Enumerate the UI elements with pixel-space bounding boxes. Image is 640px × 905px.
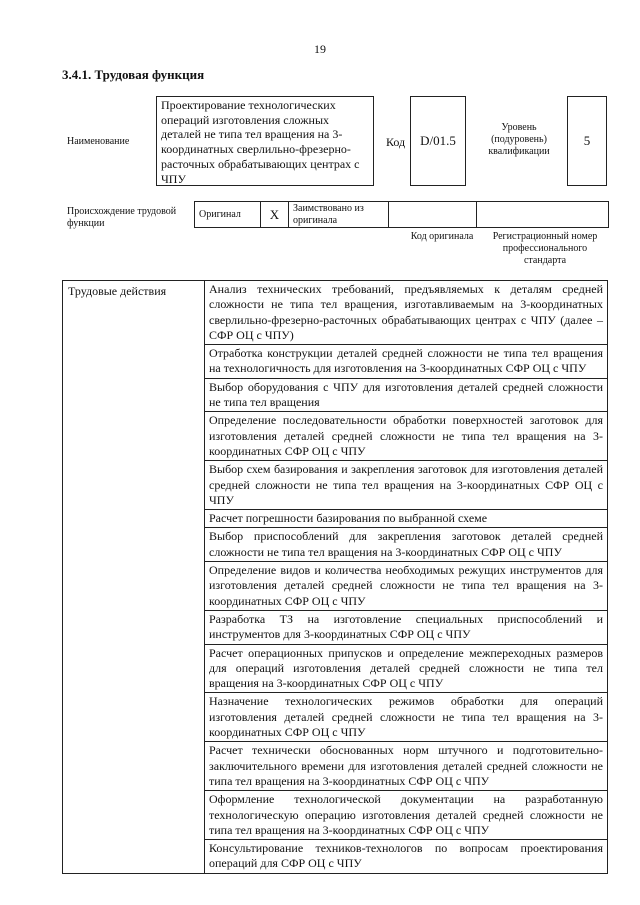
- page-number: 19: [314, 42, 326, 56]
- origin-label: Происхождение трудовой функции: [67, 206, 177, 229]
- name-label: Наименование: [67, 136, 130, 147]
- code-caption: Код оригинала: [410, 231, 474, 242]
- labor-action-item: Расчет технически обоснованных норм штучного и подготовительно-заключительного времени для изготовления деталей средней сложности не типа тел вращения на 3-координатных СФР ОЦ с ЧПУ: [205, 742, 608, 791]
- borrowed-label: Заимствовано из оригинала: [293, 202, 364, 226]
- function-name-box: [156, 96, 374, 186]
- labor-action-item: Отработка конструкции деталей средней сложности не типа тел вращения на технологичность для изготовления на 3-координатных СФР ОЦ с ЧПУ: [205, 345, 608, 379]
- labor-action-item: Анализ технических требований, предъявляемых к деталям средней сложности не типа тел вращения, изготавливаемым на 3-координатных сверлильно-фрезерно-расточных обрабатывающих центрах с ЧПУ (далее – СФР ОЦ с ЧПУ): [205, 281, 608, 345]
- labor-action-item: Выбор приспособлений для закрепления заготовок деталей средней сложности не типа тел вращения на 3-координатных СФР ОЦ с ЧПУ: [205, 528, 608, 562]
- reg-number-cell: [477, 202, 609, 228]
- labor-action-item: Выбор оборудования с ЧПУ для изготовления деталей средней сложности не типа тел вращения: [205, 378, 608, 412]
- origin-table: [194, 201, 609, 228]
- level-label: Уровень (подуровень) квалификации: [488, 122, 550, 157]
- reg-caption: Регистрационный номер профессионального стандарта: [492, 231, 598, 266]
- level-value: 5: [583, 133, 591, 148]
- level-box: [567, 96, 607, 186]
- labor-action-item: Разработка ТЗ на изготовление специальных приспособлений и инструментов для 3-координатных СФР ОЦ с ЧПУ: [205, 610, 608, 644]
- labor-action-item: Консультирование техников-технологов по вопросам проектирования операций для СФР ОЦ с ЧПУ: [205, 840, 608, 874]
- table-row: [63, 281, 608, 345]
- labor-actions-label: Трудовые действия: [63, 281, 205, 874]
- borrowed-cell: [289, 202, 389, 228]
- labor-actions-table: [62, 280, 608, 874]
- labor-action-item: Расчет погрешности базирования по выбранной схеме: [205, 510, 608, 528]
- code-value: D/01.5: [420, 133, 456, 148]
- labor-action-item: Выбор схем базирования и закрепления заготовок для изготовления деталей средней сложности не типа тел вращения на 3-координатных СФР ОЦ с ЧПУ: [205, 461, 608, 510]
- code-label: Код: [386, 135, 406, 149]
- labor-action-item: Определение последовательности обработки поверхностей заготовок для изготовления деталей средней сложности не типа тел вращения на 3-координатных СФР ОЦ с ЧПУ: [205, 412, 608, 461]
- labor-action-item: Расчет операционных припусков и определение межпереходных размеров для операций изготовления деталей средней сложности не типа тел вращения на 3-координатных СФР ОЦ с ЧПУ: [205, 644, 608, 693]
- code-box: [410, 96, 466, 186]
- original-code-cell: [389, 202, 477, 228]
- function-name-value: Проектирование технологических операций изготовления сложных деталей не типа тел вращения на 3-координатных сверлильно-фрезерно-расточных обрабатывающих центрах с ЧПУ: [161, 98, 360, 186]
- original-cell: [195, 202, 261, 228]
- original-label: Оригинал: [199, 208, 241, 220]
- labor-action-item: Определение видов и количества необходимых режущих инструментов для изготовления деталей средней сложности не типа тел вращения на 3-координатных СФР ОЦ с ЧПУ: [205, 562, 608, 611]
- labor-action-item: Назначение технологических режимов обработки для операций изготовления деталей средней сложности не типа тел вращения на 3-координатных СФР ОЦ с ЧПУ: [205, 693, 608, 742]
- original-mark-cell: [261, 202, 289, 228]
- labor-action-item: Оформление технологической документации на разработанную технологическую операцию изготовления деталей средней сложности не типа тел вращения на 3-координатных СФР ОЦ с ЧПУ: [205, 791, 608, 840]
- original-mark: X: [269, 206, 280, 222]
- section-title: 3.4.1. Трудовая функция: [62, 67, 205, 82]
